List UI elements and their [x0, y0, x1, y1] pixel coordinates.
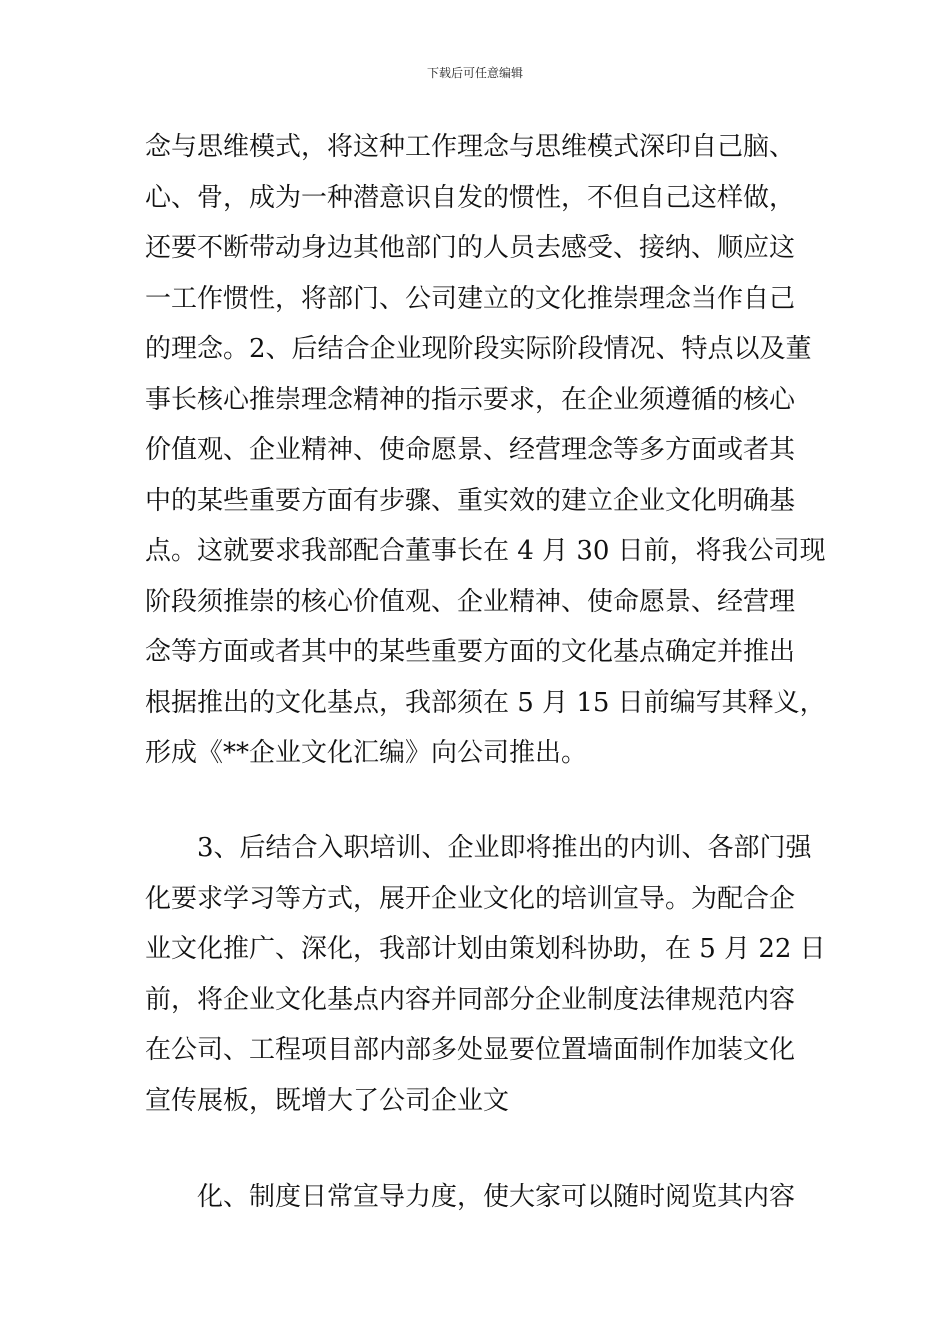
text-line: 化要求学习等方式，展开企业文化的培训宣导。为配合企 — [145, 883, 796, 914]
text-line: 化、制度日常宣导力度，使大家可以随时阅览其内容 — [197, 1182, 796, 1212]
text-line: 价值观、企业精神、使命愿景、经营理念等多方面或者其 — [145, 435, 796, 465]
text-line: 事长核心推崇理念精神的指示要求，在企业须遵循的核心 — [145, 384, 796, 415]
text-line: 念与思维模式，将这种工作理念与思维模式深印自己脑、 — [145, 132, 796, 162]
text-line: 根据推出的文化基点，我部须在 5 月 15 日前编写其释义， — [145, 687, 826, 718]
text-line: 阶段须推崇的核心价值观、企业精神、使命愿景、经营理 — [145, 586, 796, 617]
text-line: 形成《**企业文化汇编》向公司推出。 — [145, 738, 588, 768]
text-line: 心、骨，成为一种潜意识自发的惯性，不但自己这样做， — [145, 182, 796, 213]
text-line: 念等方面或者其中的某些重要方面的文化基点确定并推出 — [145, 637, 796, 667]
text-line: 点。这就要求我部配合董事长在 4 月 30 日前，将我公司现 — [145, 536, 826, 566]
paragraph-1 — [145, 122, 826, 779]
text-line: 一工作惯性，将部门、公司建立的文化推崇理念当作自己 — [145, 283, 796, 314]
text-line: 宣传展板，既增大了公司企业文 — [145, 1085, 510, 1116]
paragraph-3 — [145, 1172, 810, 1223]
text-line: 前，将企业文化基点内容并同部分企业制度法律规范内容 — [145, 984, 796, 1015]
header-note: 下载后可任意编辑 — [426, 66, 523, 80]
text-line: 业文化推广、深化，我部计划由策划科协助，在 5 月 22 日 — [145, 934, 826, 964]
paragraph-2 — [145, 823, 826, 1126]
text-line: 的理念。2、后结合企业现阶段实际阶段情况、特点以及董 — [145, 334, 812, 364]
text-line: 3、后结合入职培训、企业即将推出的内训、各部门强 — [197, 833, 812, 863]
text-line: 还要不断带动身边其他部门的人员去感受、接纳、顺应这 — [145, 233, 796, 263]
text-line: 在公司、工程项目部内部多处显要位置墙面制作加装文化 — [145, 1035, 796, 1065]
text-line: 中的某些重要方面有步骤、重实效的建立企业文化明确基 — [145, 485, 796, 516]
